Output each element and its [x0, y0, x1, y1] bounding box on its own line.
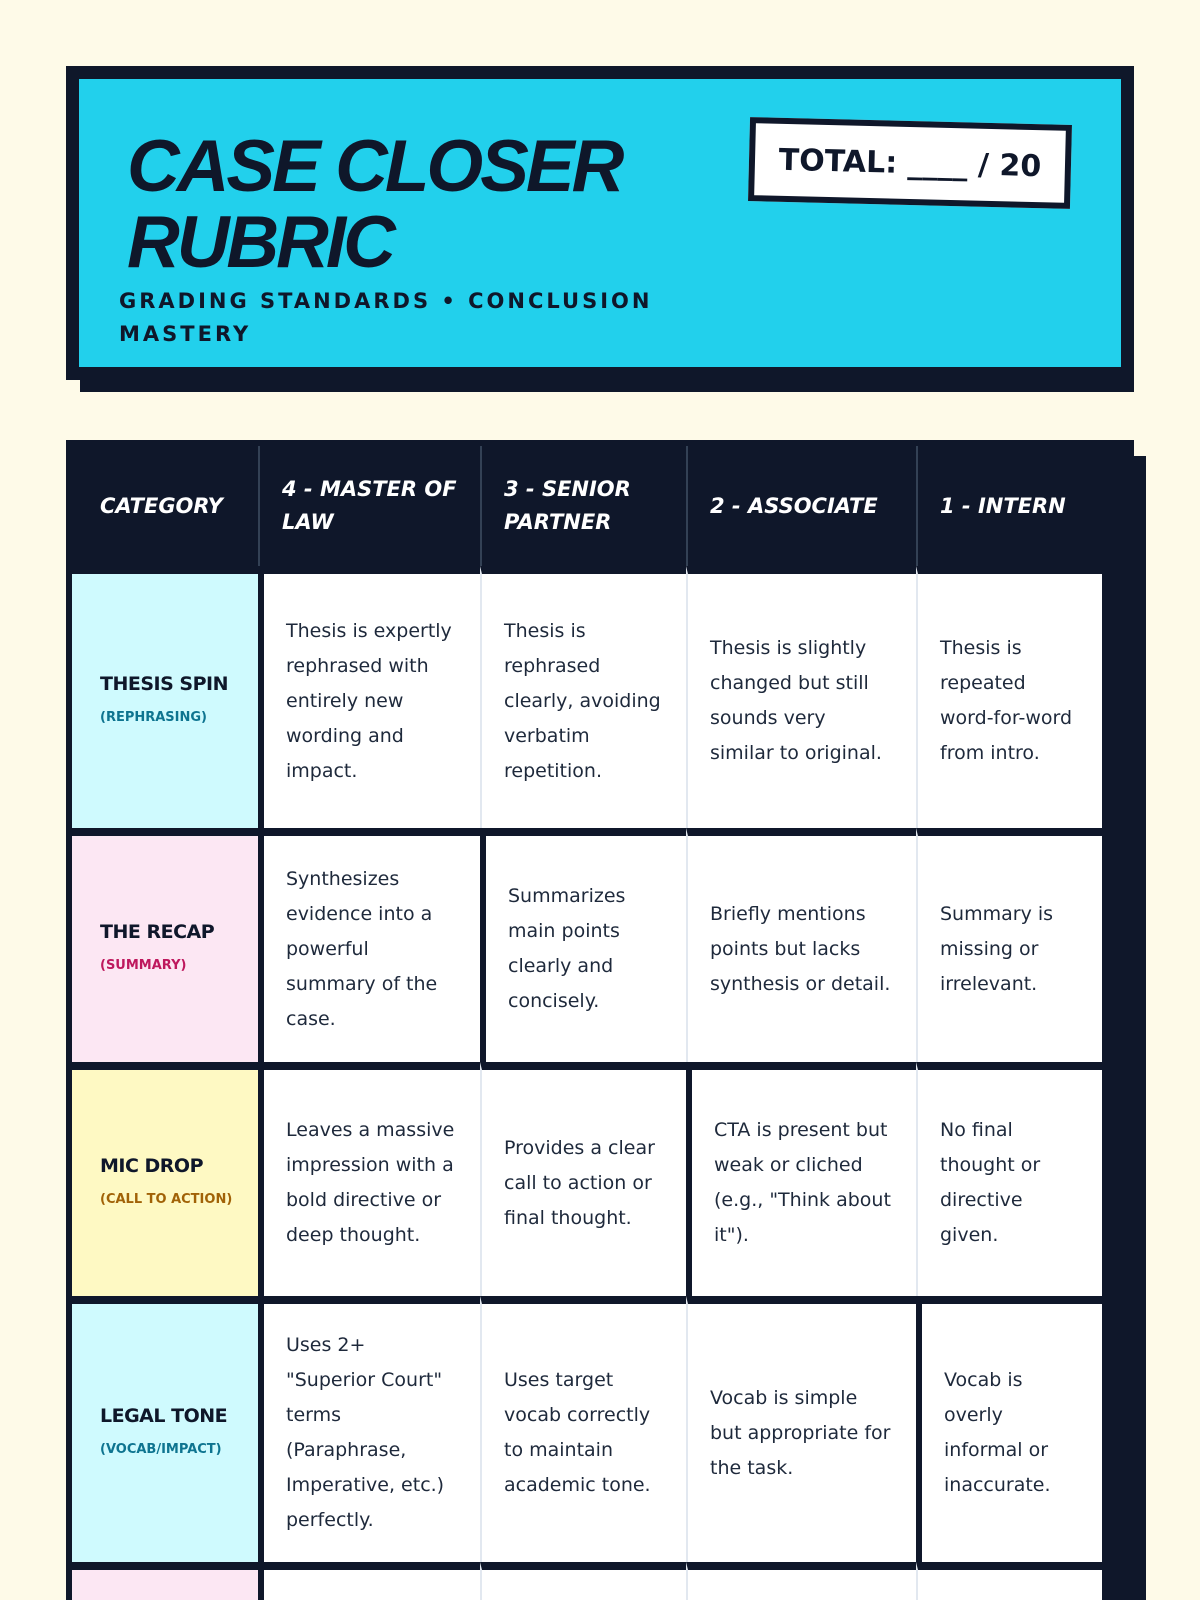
column-header-category: CATEGORY	[72, 446, 258, 566]
criteria-cell	[258, 1562, 480, 1600]
criteria-cell: Uses 2+ "Superior Court" terms (Paraphrase, Imperative, etc.) perfectly.	[258, 1296, 480, 1562]
criteria-cell: Thesis is rephrased clearly, avoiding verbatim repetition.	[480, 566, 686, 828]
criteria-cell: Briefly mentions points but lacks synthesis or detail.	[686, 828, 916, 1062]
column-header-level-2: 2 - ASSOCIATE	[686, 446, 916, 566]
column-header-level-4: 4 - MASTER OF LAW	[258, 446, 480, 566]
criteria-cell: Provides a clear call to action or final thought.	[480, 1062, 686, 1296]
category-subtitle: (SUMMARY)	[100, 958, 187, 973]
category-name: MIC DROP	[100, 1155, 204, 1177]
page-subtitle: GRADING STANDARDS • CONCLUSION MASTERY	[119, 289, 653, 346]
total-score-box	[748, 117, 1072, 209]
criteria-cell: Thesis is expertly rephrased with entirely new wording and impact.	[258, 566, 480, 828]
total-score-label: TOTAL: ____ / 20	[778, 142, 1042, 184]
criteria-cell: Thesis is repeated word-for-word from intro.	[916, 566, 1102, 828]
header-card	[66, 66, 1134, 392]
criteria-cell	[480, 1562, 686, 1600]
criteria-cell: Synthesizes evidence into a powerful summary of the case.	[258, 828, 480, 1062]
column-header-level-1: 1 - INTERN	[916, 446, 1102, 566]
category-name: THE RECAP	[100, 921, 215, 943]
category-name: THESIS SPIN	[100, 673, 228, 695]
category-cell	[72, 1296, 258, 1562]
criteria-cell: CTA is present but weak or cliched (e.g., "Think about it").	[686, 1062, 916, 1296]
rubric-table-card	[66, 440, 1150, 1600]
criteria-cell: Vocab is simple but appropriate for the task.	[686, 1296, 916, 1562]
rubric-body	[72, 566, 1128, 1600]
category-subtitle: (VOCAB/IMPACT)	[100, 1442, 222, 1457]
column-header-level-3: 3 - SENIOR PARTNER	[480, 446, 686, 566]
criteria-cell: Summarizes main points clearly and concisely.	[480, 828, 686, 1062]
criteria-cell	[916, 1562, 1102, 1600]
criteria-cell: Leaves a massive impression with a bold directive or deep thought.	[258, 1062, 480, 1296]
rubric-grid	[72, 446, 1128, 566]
criteria-cell: Uses target vocab correctly to maintain academic tone.	[480, 1296, 686, 1562]
category-subtitle: (REPHRASING)	[100, 710, 208, 725]
category-cell	[72, 566, 258, 828]
criteria-cell: Thesis is slightly changed but still sounds very similar to original.	[686, 566, 916, 828]
page-title: CASE CLOSER RUBRIC	[127, 126, 622, 283]
category-cell	[72, 1062, 258, 1296]
criteria-cell: Vocab is overly informal or inaccurate.	[916, 1296, 1102, 1562]
category-name: LEGAL TONE	[100, 1405, 228, 1427]
criteria-cell	[686, 1562, 916, 1600]
category-cell	[72, 1562, 258, 1600]
criteria-cell: No final thought or directive given.	[916, 1062, 1102, 1296]
header-box	[66, 66, 1134, 380]
category-cell	[72, 828, 258, 1062]
criteria-cell: Summary is missing or irrelevant.	[916, 828, 1102, 1062]
rubric-table	[66, 440, 1134, 1600]
category-subtitle: (CALL TO ACTION)	[100, 1192, 233, 1207]
